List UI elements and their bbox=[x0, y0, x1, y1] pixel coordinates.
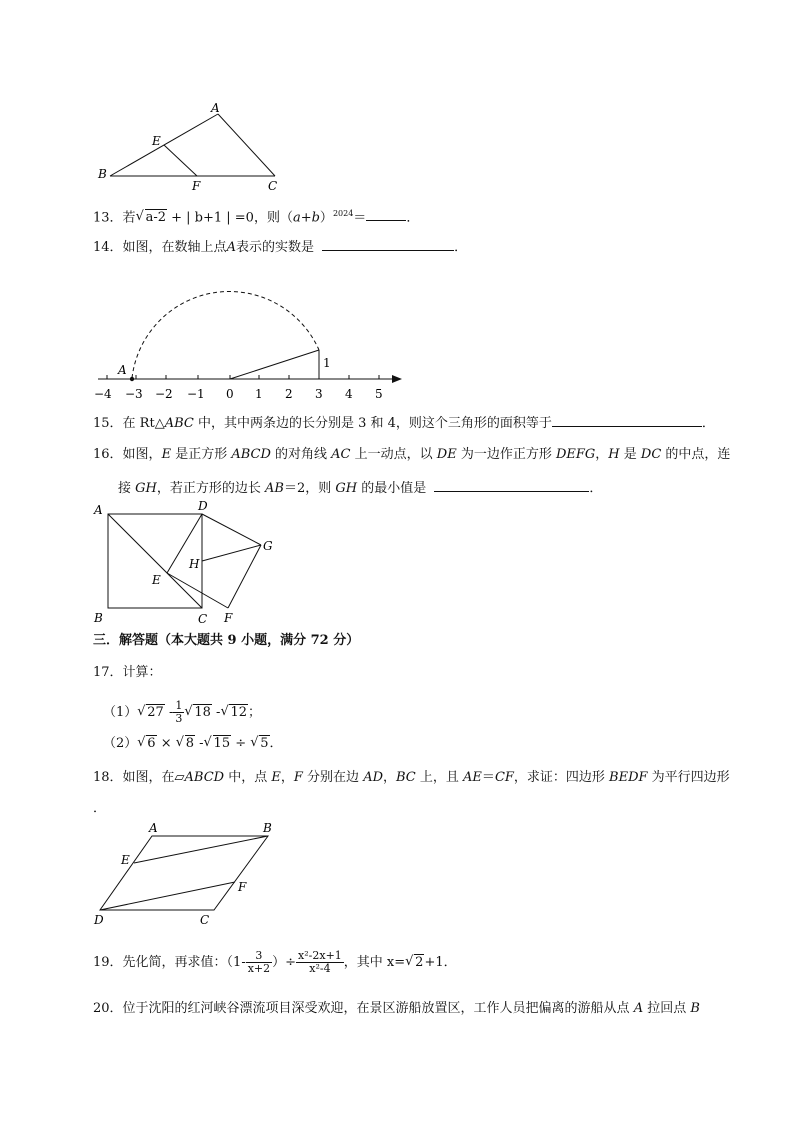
tick-label: 5 bbox=[375, 387, 383, 401]
text-segment: 接 bbox=[118, 481, 136, 496]
text-segment: 中，点 bbox=[224, 770, 272, 785]
point-A-label: A bbox=[118, 363, 127, 377]
label-H: H bbox=[189, 557, 200, 571]
text-segment: ， bbox=[280, 770, 294, 785]
tick-label: 4 bbox=[345, 387, 353, 401]
answer-blank[interactable] bbox=[322, 238, 454, 251]
math-variable: CF bbox=[494, 770, 514, 785]
answer-blank[interactable] bbox=[366, 208, 406, 221]
math-variable: ABCD bbox=[231, 447, 271, 462]
question-19: 19．先化简，再求值：（1- $\frac{3}{x+2}$ ）÷ $\frac{\text{x²-2x+1}}{\text{x²-4}}$ ，其中 x=√ 2+1． bbox=[93, 950, 457, 975]
label-C: C bbox=[198, 612, 208, 626]
question-16-line-1 bbox=[123, 447, 731, 462]
label-B: B bbox=[94, 611, 103, 625]
answer-blank[interactable] bbox=[434, 479, 589, 492]
math-variable: E bbox=[161, 447, 172, 462]
question-18: 18．如图，在▱ABCD 中，点 E，F 分别在边 AD，BC 上，且 AE＝CF，求证：四边形 BEDF 为平行四边形 bbox=[93, 770, 730, 785]
text-segment: 如图，在▱ bbox=[122, 770, 185, 785]
math-variable: AE bbox=[463, 770, 482, 785]
answer-blank[interactable] bbox=[552, 414, 702, 427]
math-variable: BEDF bbox=[609, 770, 648, 785]
fraction: $\frac{\text{x²-2x+1}}{\text{x²-4}}$ bbox=[298, 949, 342, 975]
text-segment: 为平行四边形 bbox=[647, 770, 730, 785]
label-B: B bbox=[263, 821, 272, 835]
question-16-line-2: 接 GH，若正方形的边长 AB＝2，则 GH 的最小值是 ． bbox=[118, 481, 603, 496]
text-segment: 是正方形 bbox=[171, 447, 232, 462]
label-E: E bbox=[152, 134, 161, 148]
math-variable: DE bbox=[436, 447, 457, 462]
label-F: F bbox=[224, 611, 233, 625]
question-16: 16．如图，E 是正方形 ABCD 的对角线 AC 上一动点，以 DE 为一边作正方形 DEFG，H 是 DC 的中点，连 bbox=[93, 447, 731, 462]
label-F: F bbox=[192, 179, 201, 193]
question-15: 15．在 Rt△ABC 中，其中两条边的长分别是 3 和 4，则这个三角形的面积等于 ． bbox=[93, 416, 715, 431]
label-C: C bbox=[268, 179, 278, 193]
question-14: 14．如图，在数轴上点A表示的实数是 ． bbox=[93, 240, 468, 255]
math-variable: E bbox=[271, 770, 281, 785]
math-variable: AB bbox=[265, 481, 284, 496]
square-figure bbox=[88, 498, 288, 628]
tick-label: −1 bbox=[187, 387, 205, 401]
label-E: E bbox=[121, 853, 130, 867]
text-segment: 上，且 bbox=[415, 770, 464, 785]
question-17-part-1: （1）√ 27 - $\frac{1}{3}$ √ 18 -√ 12； bbox=[103, 700, 261, 725]
label-G: G bbox=[263, 539, 273, 553]
math-variable: GH bbox=[335, 481, 358, 496]
label-B: B bbox=[98, 167, 107, 181]
label-D: D bbox=[198, 499, 208, 513]
triangle-figure bbox=[90, 100, 290, 195]
math-variable: GH bbox=[135, 481, 157, 496]
fraction: $\frac{1}{3}$ bbox=[175, 699, 183, 725]
tick-label: 0 bbox=[226, 387, 234, 401]
tick-label: 1 bbox=[255, 387, 263, 401]
math-variable: BC bbox=[396, 770, 416, 785]
text-segment: ， bbox=[383, 770, 397, 785]
text-segment: 分别在边 bbox=[302, 770, 364, 785]
text-segment: 如图， bbox=[122, 447, 162, 462]
label-C: C bbox=[200, 913, 210, 927]
text-segment: 为一边作正方形 bbox=[456, 447, 556, 462]
text-segment: 的对角线 bbox=[270, 447, 332, 462]
text-segment: 的中点，连 bbox=[661, 447, 731, 462]
math-variable: DEFG bbox=[555, 447, 596, 462]
question-13: 13．若√ a-2 + | b+1 | =0，则$(a+b)^{2024}=$ ． bbox=[93, 205, 419, 227]
text-segment: 是 bbox=[619, 447, 641, 462]
text-segment: 的最小值是 bbox=[357, 481, 427, 496]
math-variable: H bbox=[608, 447, 620, 462]
question-17: 17．计算： bbox=[93, 665, 162, 680]
label-E: E bbox=[152, 573, 161, 587]
text-segment: ，若正方形的边长 bbox=[156, 481, 266, 496]
label-F: F bbox=[238, 880, 247, 894]
math-variable: AC bbox=[331, 447, 351, 462]
label-D: D bbox=[94, 913, 104, 927]
fraction: $\frac{3}{x+2}$ bbox=[247, 949, 271, 975]
tick-label: 2 bbox=[285, 387, 293, 401]
math-variable: DC bbox=[640, 447, 662, 462]
label-A: A bbox=[149, 821, 158, 835]
section-title: 三．解答题（本大题共 9 小题，满分 72 分） bbox=[93, 633, 360, 648]
text-segment: ，求证：四边形 bbox=[513, 770, 610, 785]
math-variable: AD bbox=[363, 770, 383, 785]
question-17-part-2: （2）√ 6 × √ 8 -√ 15 ÷ √ 5． bbox=[103, 735, 283, 753]
text-segment: ＝2，则 bbox=[283, 481, 336, 496]
math-variable: ABCD bbox=[184, 770, 225, 785]
sqrt-expression: √ a-2 bbox=[136, 209, 167, 227]
math-variable: F bbox=[293, 770, 303, 785]
text-segment: 上一动点，以 bbox=[350, 447, 437, 462]
tick-label: −4 bbox=[94, 387, 112, 401]
tick-label: −3 bbox=[125, 387, 143, 401]
number-line-figure bbox=[90, 262, 410, 402]
question-18-line-2: ． bbox=[93, 801, 107, 816]
tick-label: 3 bbox=[315, 387, 323, 401]
tick-label: −2 bbox=[155, 387, 173, 401]
label-one: 1 bbox=[323, 356, 331, 370]
text-segment: ， bbox=[595, 447, 609, 462]
question-20: 20．位于沈阳的红河峡谷漂流项目深受欢迎，在景区游船放置区，工作人员把偏离的游船从点 A 拉回点 B bbox=[93, 1001, 700, 1016]
parallelogram-figure bbox=[88, 818, 288, 930]
label-A: A bbox=[211, 101, 220, 115]
text-segment: ＝ bbox=[481, 770, 495, 785]
label-A: A bbox=[94, 503, 103, 517]
